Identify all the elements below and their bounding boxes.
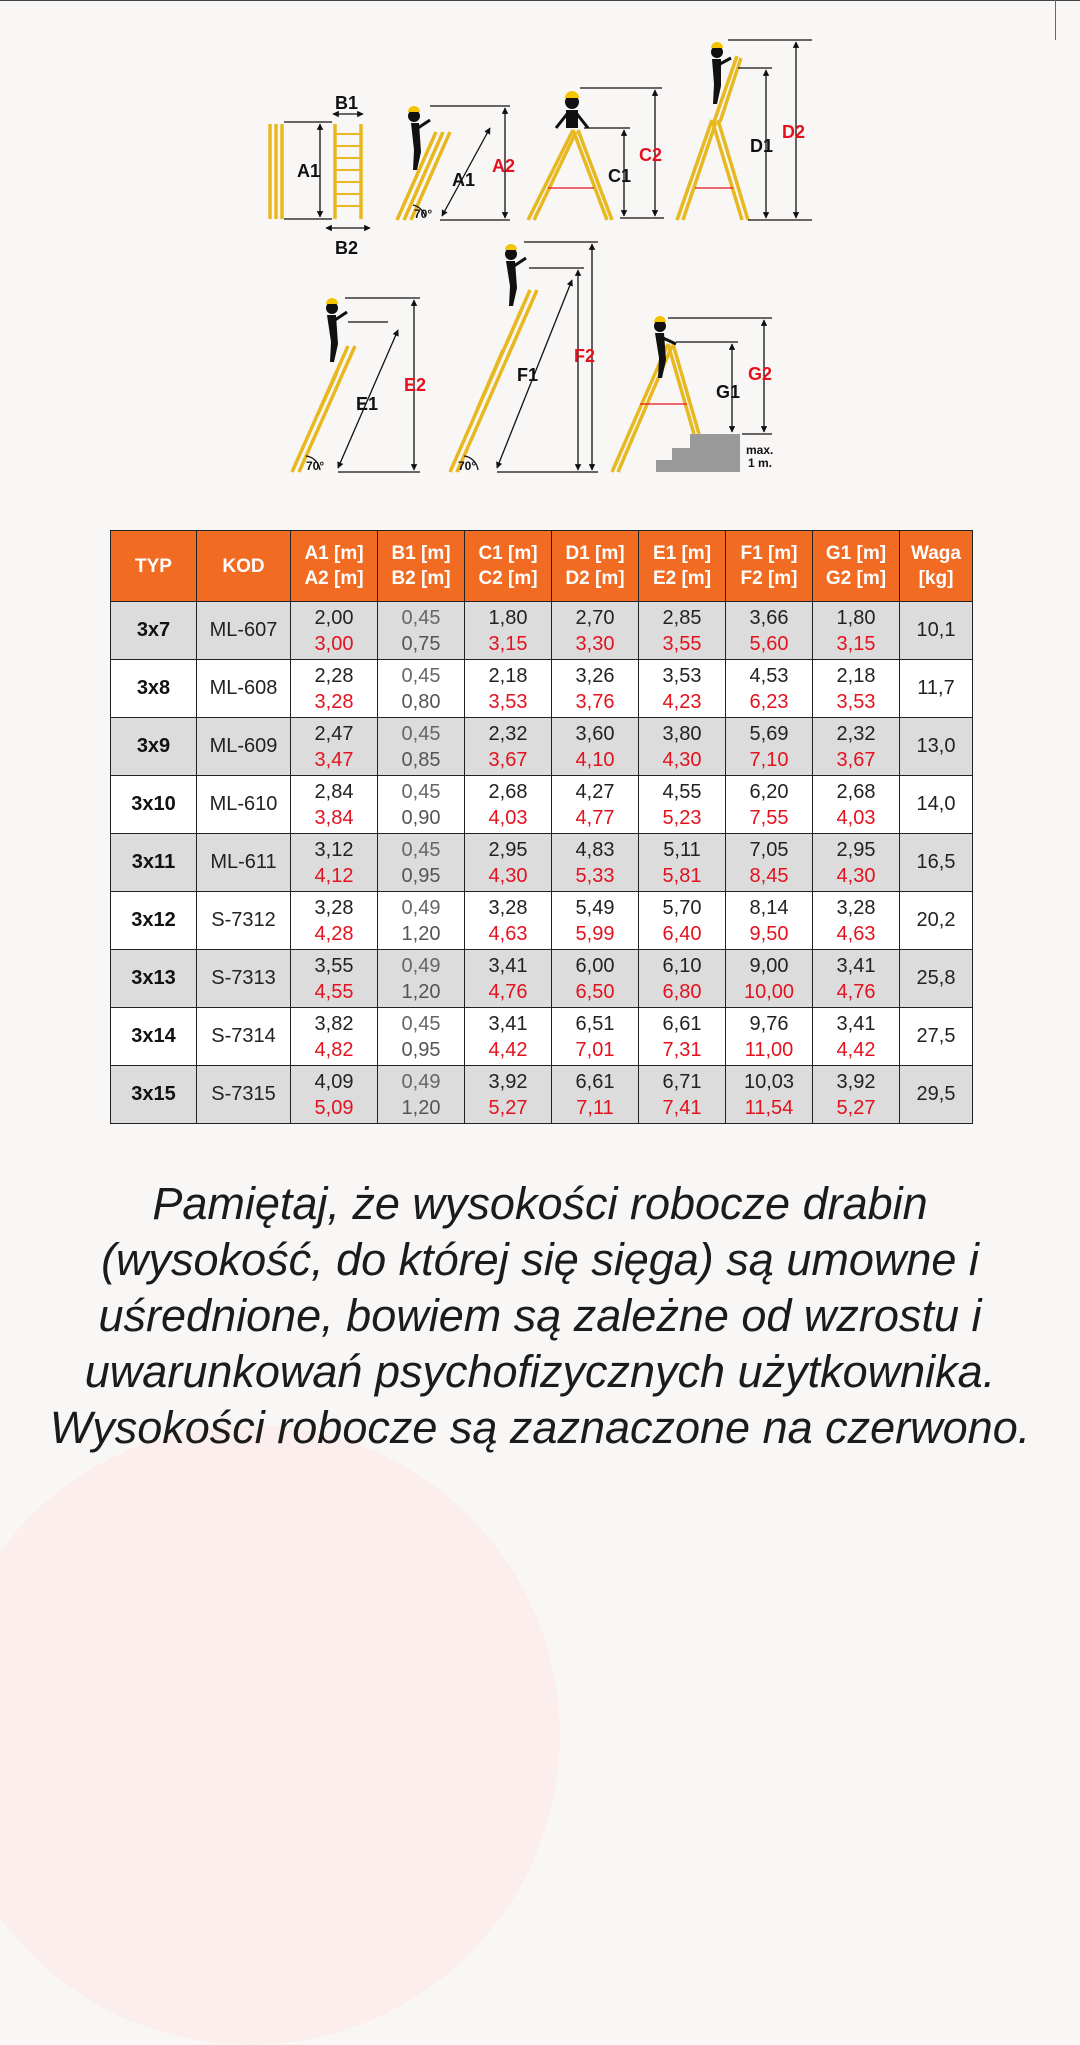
- value-base-width: 1,20: [401, 1096, 441, 1119]
- decorative-background-circle: [0, 1425, 560, 2045]
- value-base: 5,69: [749, 722, 789, 745]
- cell-dimension: [813, 718, 900, 776]
- value-working-height: 4,03: [488, 806, 528, 829]
- value-base: 3,41: [488, 954, 528, 977]
- label-b2: B2: [335, 238, 359, 258]
- value-base: 2,18: [488, 664, 528, 687]
- cell-dimension: [813, 660, 900, 718]
- value-base: 0,49: [401, 896, 441, 919]
- value-working-height: 4,10: [575, 748, 615, 771]
- cell-dimension: [291, 834, 378, 892]
- diagram-leaning-ladder: [397, 106, 515, 221]
- label-max-height: 1 m.: [748, 456, 773, 470]
- value-working-height: 4,76: [488, 980, 528, 1003]
- value-working-height: 5,23: [662, 806, 702, 829]
- value-base: 6,00: [575, 954, 615, 977]
- cell-dimension: [726, 950, 813, 1008]
- label-a2: A2: [492, 156, 516, 176]
- value-base-width: 0,85: [401, 748, 441, 771]
- value-working-height: 4,28: [314, 922, 354, 945]
- cell-dimension: [726, 834, 813, 892]
- cell-dimension: [552, 834, 639, 892]
- cell-dimension: [813, 892, 900, 950]
- cell-kod: ML-608: [197, 660, 291, 718]
- cell-dimension: [465, 1008, 552, 1066]
- cell-kod: S-7314: [197, 1008, 291, 1066]
- cell-dimension: [465, 950, 552, 1008]
- cell-dimension: [465, 1066, 552, 1124]
- cell-dimension: [552, 950, 639, 1008]
- cell-dimension: [378, 1066, 465, 1124]
- header-c: C1 [m] C2 [m]: [465, 531, 552, 602]
- cell-waga: 11,7: [900, 660, 973, 718]
- value-base: 0,45: [401, 606, 441, 629]
- value-working-height: 3,30: [575, 632, 615, 655]
- value-base-width: 0,75: [401, 632, 441, 655]
- cell-dimension: [378, 950, 465, 1008]
- diagram-stairs-ladder: [612, 316, 773, 472]
- diagram-extended-leaning-ladder: [292, 298, 426, 473]
- value-base: 3,26: [575, 664, 615, 687]
- label-d1: D1: [750, 136, 774, 156]
- cell-dimension: [552, 718, 639, 776]
- value-working-height: 4,23: [662, 690, 702, 713]
- value-working-height: 7,41: [662, 1096, 702, 1119]
- header-d: D1 [m] D2 [m]: [552, 531, 639, 602]
- value-base: 2,32: [836, 722, 876, 745]
- value-working-height: 7,31: [662, 1038, 702, 1061]
- cell-dimension: [291, 892, 378, 950]
- cell-dimension: [726, 1008, 813, 1066]
- value-working-height: 4,30: [662, 748, 702, 771]
- label-g1: G1: [716, 382, 741, 402]
- value-working-height: 4,63: [488, 922, 528, 945]
- cell-waga: 16,5: [900, 834, 973, 892]
- value-working-height: 4,77: [575, 806, 615, 829]
- cell-typ: 3x15: [111, 1066, 197, 1124]
- value-base: 2,85: [662, 606, 702, 629]
- value-working-height: 7,10: [749, 748, 789, 771]
- value-working-height: 7,55: [749, 806, 789, 829]
- cell-waga: 20,2: [900, 892, 973, 950]
- value-base: 6,20: [749, 780, 789, 803]
- cell-dimension: [813, 776, 900, 834]
- cell-dimension: [639, 1008, 726, 1066]
- value-working-height: 3,67: [836, 748, 876, 771]
- cell-dimension: [639, 1066, 726, 1124]
- value-working-height: 6,50: [575, 980, 615, 1003]
- cell-dimension: [291, 718, 378, 776]
- diagram-a-frame-extended: [677, 40, 812, 220]
- cell-dimension: [726, 1066, 813, 1124]
- value-base: 2,32: [488, 722, 528, 745]
- cell-dimension: [378, 1008, 465, 1066]
- cell-waga: 25,8: [900, 950, 973, 1008]
- value-base: 5,49: [575, 896, 615, 919]
- cell-kod: ML-610: [197, 776, 291, 834]
- value-base: 2,28: [314, 664, 354, 687]
- cell-typ: 3x12: [111, 892, 197, 950]
- cell-dimension: [813, 950, 900, 1008]
- cell-dimension: [813, 834, 900, 892]
- cell-kod: ML-609: [197, 718, 291, 776]
- cell-dimension: [726, 776, 813, 834]
- value-base: 3,41: [836, 954, 876, 977]
- value-working-height: 4,42: [488, 1038, 528, 1061]
- value-working-height: 7,01: [575, 1038, 615, 1061]
- value-base: 0,49: [401, 954, 441, 977]
- cell-dimension: [552, 1066, 639, 1124]
- diagram-fully-extended-ladder: [450, 242, 598, 473]
- cell-dimension: [378, 660, 465, 718]
- value-base: 3,41: [836, 1012, 876, 1035]
- value-working-height: 3,00: [314, 632, 354, 655]
- cell-dimension: [378, 602, 465, 660]
- cell-kod: S-7312: [197, 892, 291, 950]
- value-base: 2,70: [575, 606, 615, 629]
- value-working-height: 5,60: [749, 632, 789, 655]
- cell-dimension: [726, 718, 813, 776]
- value-base: 4,53: [749, 664, 789, 687]
- value-working-height: 11,54: [744, 1096, 794, 1119]
- value-working-height: 3,53: [488, 690, 528, 713]
- value-base: 3,28: [314, 896, 354, 919]
- label-f2: F2: [574, 346, 596, 366]
- cell-dimension: [813, 602, 900, 660]
- value-working-height: 4,03: [836, 806, 876, 829]
- value-base: 3,28: [836, 896, 876, 919]
- value-base: 3,12: [314, 838, 354, 861]
- cell-dimension: [726, 660, 813, 718]
- value-base: 1,80: [488, 606, 528, 629]
- value-base: 6,61: [575, 1070, 615, 1093]
- cell-kod: ML-607: [197, 602, 291, 660]
- label-g2: G2: [748, 364, 773, 384]
- header-e: E1 [m] E2 [m]: [639, 531, 726, 602]
- value-base: 7,05: [749, 838, 789, 861]
- value-working-height: 3,15: [488, 632, 528, 655]
- cell-typ: 3x13: [111, 950, 197, 1008]
- table-row: [111, 1008, 973, 1066]
- value-working-height: 5,81: [662, 864, 702, 887]
- label-a1-lean: A1: [452, 170, 476, 190]
- cell-dimension: [291, 950, 378, 1008]
- value-working-height: 5,09: [314, 1096, 354, 1119]
- cell-dimension: [552, 1008, 639, 1066]
- cell-kod: S-7313: [197, 950, 291, 1008]
- label-c1: C1: [608, 166, 632, 186]
- label-c2: C2: [639, 145, 663, 165]
- table-row: [111, 718, 973, 776]
- value-working-height: 5,27: [488, 1096, 528, 1119]
- cell-waga: 10,1: [900, 602, 973, 660]
- header-typ: TYP: [111, 531, 197, 602]
- table-row: [111, 1066, 973, 1124]
- value-base: 3,55: [314, 954, 354, 977]
- value-base: 4,09: [314, 1070, 354, 1093]
- value-base: 0,45: [401, 780, 441, 803]
- value-working-height: 4,63: [836, 922, 876, 945]
- label-angle-3: 70°: [458, 459, 477, 473]
- cell-kod: ML-611: [197, 834, 291, 892]
- value-working-height: 5,27: [836, 1096, 876, 1119]
- label-e2: E2: [404, 375, 427, 395]
- header-waga: Waga [kg]: [900, 531, 973, 602]
- value-base: 4,55: [662, 780, 702, 803]
- header-g: G1 [m] G2 [m]: [813, 531, 900, 602]
- cell-dimension: [639, 718, 726, 776]
- value-base: 3,66: [749, 606, 789, 629]
- label-angle-2: 70°: [306, 459, 325, 473]
- value-base: 0,45: [401, 838, 441, 861]
- value-base: 5,70: [662, 896, 702, 919]
- value-base: 2,00: [314, 606, 354, 629]
- label-b1: B1: [335, 93, 359, 113]
- value-working-height: 4,42: [836, 1038, 876, 1061]
- value-working-height: 4,55: [314, 980, 354, 1003]
- value-base: 6,10: [662, 954, 702, 977]
- value-working-height: 5,99: [575, 922, 615, 945]
- cell-typ: 3x8: [111, 660, 197, 718]
- value-base: 3,80: [662, 722, 702, 745]
- cell-dimension: [291, 776, 378, 834]
- cell-dimension: [639, 834, 726, 892]
- value-working-height: 3,47: [314, 748, 354, 771]
- value-base: 0,45: [401, 1012, 441, 1035]
- value-working-height: 4,30: [836, 864, 876, 887]
- value-working-height: 3,76: [575, 690, 615, 713]
- value-base: 4,27: [575, 780, 615, 803]
- value-base: 6,51: [575, 1012, 615, 1035]
- cell-waga: 29,5: [900, 1066, 973, 1124]
- value-base: 2,95: [836, 838, 876, 861]
- table-row: [111, 602, 973, 660]
- cell-dimension: [813, 1008, 900, 1066]
- table-header-row: [111, 531, 973, 602]
- cell-dimension: [639, 602, 726, 660]
- value-base: 5,11: [663, 838, 701, 861]
- label-f1: F1: [517, 365, 539, 385]
- cell-dimension: [552, 602, 639, 660]
- cell-waga: 14,0: [900, 776, 973, 834]
- cell-dimension: [552, 892, 639, 950]
- value-base: 3,92: [836, 1070, 876, 1093]
- cell-dimension: [465, 718, 552, 776]
- table-row: [111, 950, 973, 1008]
- cell-waga: 13,0: [900, 718, 973, 776]
- diagram-stored-ladder: [270, 93, 370, 258]
- table-row: [111, 660, 973, 718]
- cell-typ: 3x9: [111, 718, 197, 776]
- value-base: 2,95: [488, 838, 528, 861]
- value-working-height: 3,28: [314, 690, 354, 713]
- value-working-height: 5,33: [575, 864, 615, 887]
- value-working-height: 11,00: [744, 1038, 794, 1061]
- diagram-a-frame-ladder: [528, 88, 664, 220]
- value-base: 2,18: [836, 664, 876, 687]
- cell-dimension: [465, 602, 552, 660]
- value-base: 6,61: [662, 1012, 702, 1035]
- cell-typ: 3x11: [111, 834, 197, 892]
- value-working-height: 3,67: [488, 748, 528, 771]
- cell-waga: 27,5: [900, 1008, 973, 1066]
- value-base: 3,41: [488, 1012, 528, 1035]
- cell-dimension: [378, 834, 465, 892]
- cell-dimension: [639, 660, 726, 718]
- header-a: A1 [m] A2 [m]: [291, 531, 378, 602]
- label-max: max.: [746, 443, 774, 457]
- label-a1: A1: [297, 161, 321, 181]
- value-working-height: 4,30: [488, 864, 528, 887]
- value-working-height: 3,84: [314, 806, 354, 829]
- value-working-height: 7,11: [576, 1096, 614, 1119]
- ladder-configuration-diagrams: [0, 0, 1080, 500]
- cell-dimension: [726, 602, 813, 660]
- table-row: [111, 892, 973, 950]
- value-base-width: 0,90: [401, 806, 441, 829]
- cell-dimension: [291, 1066, 378, 1124]
- value-working-height: 4,76: [836, 980, 876, 1003]
- value-base: 2,47: [314, 722, 354, 745]
- value-base: 6,71: [662, 1070, 702, 1093]
- value-base: 1,80: [836, 606, 876, 629]
- cell-dimension: [291, 1008, 378, 1066]
- value-base: 3,53: [662, 664, 702, 687]
- value-base-width: 0,80: [401, 690, 441, 713]
- value-base: 9,76: [749, 1012, 789, 1035]
- value-base: 10,03: [743, 1070, 795, 1093]
- value-working-height: 4,12: [314, 864, 354, 887]
- value-base-width: 0,95: [401, 1038, 441, 1061]
- table-row: [111, 776, 973, 834]
- value-base: 0,45: [401, 722, 441, 745]
- cell-dimension: [639, 776, 726, 834]
- value-base-width: 0,95: [401, 864, 441, 887]
- cell-dimension: [465, 776, 552, 834]
- cell-dimension: [813, 1066, 900, 1124]
- cell-dimension: [552, 776, 639, 834]
- value-base: 9,00: [749, 954, 789, 977]
- value-working-height: 10,00: [743, 980, 795, 1003]
- value-base: 4,83: [575, 838, 615, 861]
- value-base: 3,82: [314, 1012, 354, 1035]
- cell-dimension: [552, 660, 639, 718]
- working-height-note: Pamiętaj, że wysokości robocze drabin (wysokość, do której się sięga) są umowne i uśrednione, bowiem są zależne od wzrostu i uwarunkowań psychofizycznych użytkownika. Wysokości robocze są zaznaczone na czerwono.: [49, 1178, 1031, 1453]
- cell-dimension: [465, 660, 552, 718]
- value-working-height: 6,40: [662, 922, 702, 945]
- cell-dimension: [465, 834, 552, 892]
- cell-typ: 3x10: [111, 776, 197, 834]
- value-base-width: 1,20: [401, 922, 441, 945]
- value-base-width: 1,20: [401, 980, 441, 1003]
- value-working-height: 6,23: [749, 690, 789, 713]
- value-working-height: 4,82: [314, 1038, 354, 1061]
- value-base: 3,28: [488, 896, 528, 919]
- table-row: [111, 834, 973, 892]
- cell-dimension: [726, 892, 813, 950]
- cell-dimension: [465, 892, 552, 950]
- label-angle-1: 70°: [414, 207, 433, 221]
- cell-dimension: [291, 602, 378, 660]
- value-base: 2,84: [314, 780, 354, 803]
- cell-typ: 3x7: [111, 602, 197, 660]
- value-base: 8,14: [749, 896, 789, 919]
- value-working-height: 6,80: [662, 980, 702, 1003]
- cell-dimension: [378, 718, 465, 776]
- cell-dimension: [639, 892, 726, 950]
- value-base: 0,49: [401, 1070, 441, 1093]
- cell-dimension: [291, 660, 378, 718]
- header-kod: KOD: [197, 531, 291, 602]
- value-base: 2,68: [488, 780, 528, 803]
- value-base: 0,45: [401, 664, 441, 687]
- header-b: B1 [m] B2 [m]: [378, 531, 465, 602]
- cell-dimension: [378, 892, 465, 950]
- label-e1: E1: [356, 394, 379, 414]
- value-working-height: 3,55: [662, 632, 702, 655]
- value-working-height: 8,45: [749, 864, 789, 887]
- value-working-height: 9,50: [749, 922, 789, 945]
- cell-dimension: [378, 776, 465, 834]
- value-working-height: 3,53: [836, 690, 876, 713]
- label-d2: D2: [782, 122, 806, 142]
- cell-kod: S-7315: [197, 1066, 291, 1124]
- value-base: 2,68: [836, 780, 876, 803]
- cell-dimension: [639, 950, 726, 1008]
- value-base: 3,60: [575, 722, 615, 745]
- value-working-height: 3,15: [836, 632, 876, 655]
- cell-typ: 3x14: [111, 1008, 197, 1066]
- header-f: F1 [m] F2 [m]: [726, 531, 813, 602]
- value-base: 3,92: [488, 1070, 528, 1093]
- ladder-specifications-table: [110, 530, 973, 1124]
